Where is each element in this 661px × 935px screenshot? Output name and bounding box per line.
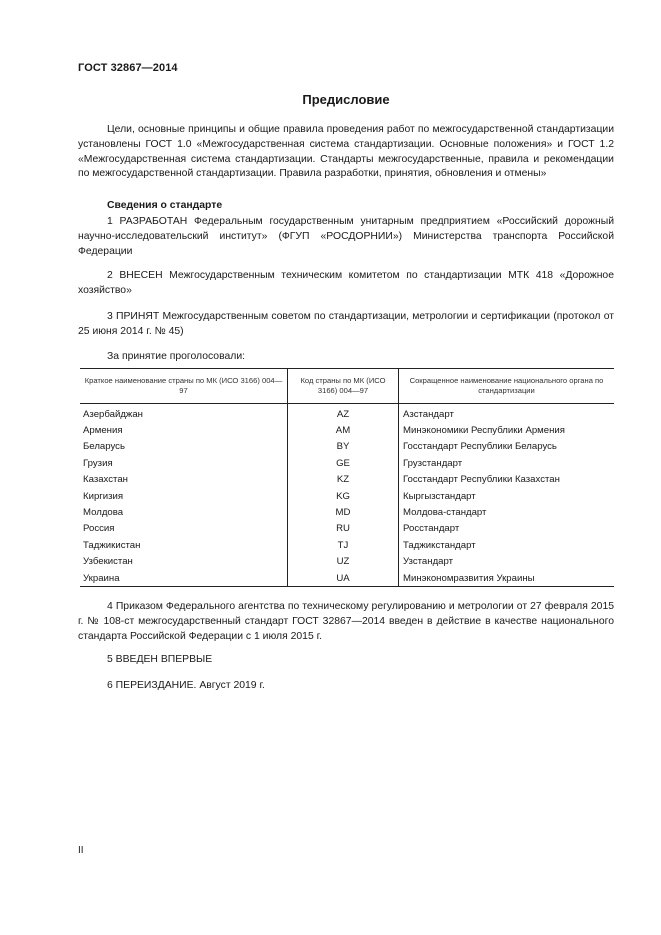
country-code: GE [288, 455, 399, 471]
table-row [80, 488, 614, 504]
table-row [80, 422, 614, 438]
table-row [80, 554, 614, 570]
standards-body: Азстандарт [403, 408, 454, 420]
voted-label: За принятие проголосовали: [107, 351, 246, 362]
table-header-body: Сокращенное наименование национального органа по стандартизации [399, 369, 615, 404]
intro-paragraph: Цели, основные принципы и общие правила проведения работ по межгосударственной стандартизации установлены ГОСТ 1.0 «Межгосударственная система стандартизации. Основные положения» и ГОСТ 1.2 «Межгосударственная система стандартизации. Стандарты межгосударственные, правила и рекомендации по межгосударственной стандартизации. Правила разработки, принятия, обновления и отмены» [78, 124, 614, 180]
country-name: Казахстан [80, 472, 288, 488]
standards-body: Росстандарт [403, 523, 460, 535]
item-3-paragraph: 3 ПРИНЯТ Межгосударственным советом по стандартизации, метрологии и сертификации (протокол от 25 июня 2014 г. № 45) [78, 311, 614, 337]
country-name: Украина [80, 570, 288, 587]
table-row [80, 472, 614, 488]
country-code: AM [288, 422, 399, 438]
item-5-paragraph: 5 ВВЕДЕН ВПЕРВЫЕ [107, 654, 213, 665]
table-row [80, 439, 614, 455]
country-name: Узбекистан [80, 554, 288, 570]
standards-body: Минэкономики Республики Армения [403, 425, 565, 437]
country-code: TJ [288, 537, 399, 553]
table-header-row [80, 369, 614, 404]
country-code: UZ [288, 554, 399, 570]
country-name: Россия [80, 521, 288, 537]
table-row [80, 504, 614, 520]
country-code: UA [288, 570, 399, 587]
standards-body: Госстандарт Республики Беларусь [403, 441, 557, 453]
item-6-paragraph: 6 ПЕРЕИЗДАНИЕ. Август 2019 г. [107, 680, 265, 691]
voting-countries-table [80, 368, 614, 587]
table-row [80, 521, 614, 537]
item-1-paragraph: 1 РАЗРАБОТАН Федеральным государственным унитарным предприятием «Российский дорожный научно-исследовательский институт» (ФГУП «РОСДОРНИИ») Министерства транспорта Российской Федерации [78, 216, 614, 257]
standards-body: Грузстандарт [403, 457, 463, 469]
table-header-country: Краткое наименование страны по МК (ИСО 3166) 004—97 [80, 369, 288, 404]
country-name: Молдова [80, 504, 288, 520]
standards-body: Узстандарт [403, 556, 454, 568]
table-header-code: Код страны по МК (ИСО 3166) 004—97 [288, 369, 399, 404]
table-row [80, 404, 614, 423]
country-name: Таджикистан [80, 537, 288, 553]
standard-code-header: ГОСТ 32867—2014 [78, 62, 178, 74]
standards-body: Таджикстандарт [403, 539, 476, 551]
item-2-paragraph: 2 ВНЕСЕН Межгосударственным техническим комитетом по стандартизации МТК 418 «Дорожное хозяйство» [78, 270, 614, 296]
table-row [80, 455, 614, 471]
country-code: KG [288, 488, 399, 504]
standards-body: Минэкономразвития Украины [399, 570, 615, 587]
page-number: II [78, 845, 84, 856]
standards-body: Молдова-стандарт [403, 507, 487, 519]
country-code: RU [288, 521, 399, 537]
country-name: Грузия [80, 455, 288, 471]
standards-body: Госстандарт Республики Казахстан [403, 474, 560, 486]
table-row [80, 570, 614, 587]
country-code: MD [288, 504, 399, 520]
country-name: Азербайджан [80, 404, 288, 423]
country-code: AZ [288, 404, 399, 423]
table-row [80, 537, 614, 553]
item-4-paragraph: 4 Приказом Федерального агентства по техническому регулированию и метрологии от 27 февраля 2015 г. № 108-ст межгосударственный стандарт ГОСТ 32867—2014 введен в действие в качестве национального стандарта Российской Федерации с 1 июля 2015 г. [78, 601, 614, 642]
country-name: Киргизия [80, 488, 288, 504]
section-subheading: Сведения о стандарте [107, 200, 223, 211]
country-name: Армения [80, 422, 288, 438]
country-code: KZ [288, 472, 399, 488]
country-name: Беларусь [80, 439, 288, 455]
page-title: Предисловие [302, 92, 390, 107]
country-code: BY [288, 439, 399, 455]
standards-body: Кыргызстандарт [403, 490, 476, 502]
